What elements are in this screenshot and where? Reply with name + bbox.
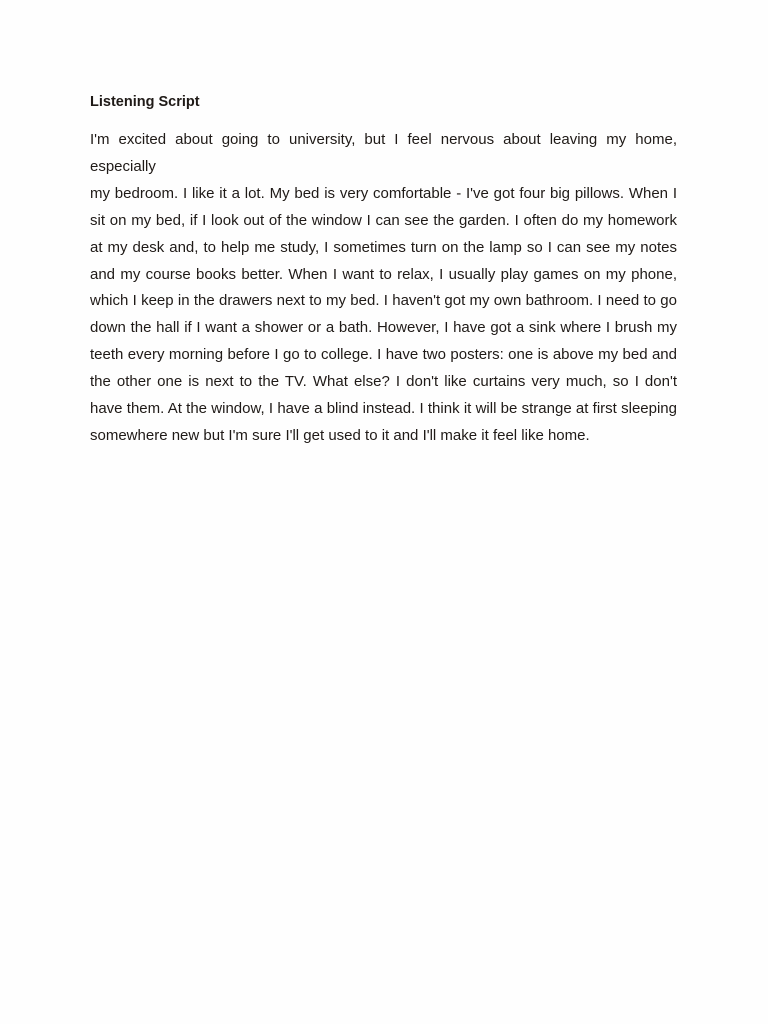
script-paragraph-intro: I'm excited about going to university, but I feel nervous about leaving my home, especially [90, 131, 677, 175]
script-paragraph-body: my bedroom. I like it a lot. My bed is very comfortable - I've got four big pillows. When I sit on my bed, if I look out of the window I can see the garden. I often do my homework at my desk and, to help me study, I sometimes turn on the lamp so I can see my notes and my course books better. When I want to relax, I usually play games on my phone, which I keep in the drawers next to my bed. I haven't got my own bathroom. I need to go down the hall if I want a shower or a bath. However, I have got a sink where I brush my teeth every morning before I go to college. I have two posters: one is above my bed and the other one is next to the TV. What else? I don't like curtains very much, so I don't have them. At the window, I have a blind instead. I think it will be strange at first sleeping somewhere new but I'm sure I'll get used to it and I'll make it feel like home. [90, 184, 677, 444]
document-title: Listening Script [90, 94, 200, 110]
document-page [90, 92, 677, 450]
